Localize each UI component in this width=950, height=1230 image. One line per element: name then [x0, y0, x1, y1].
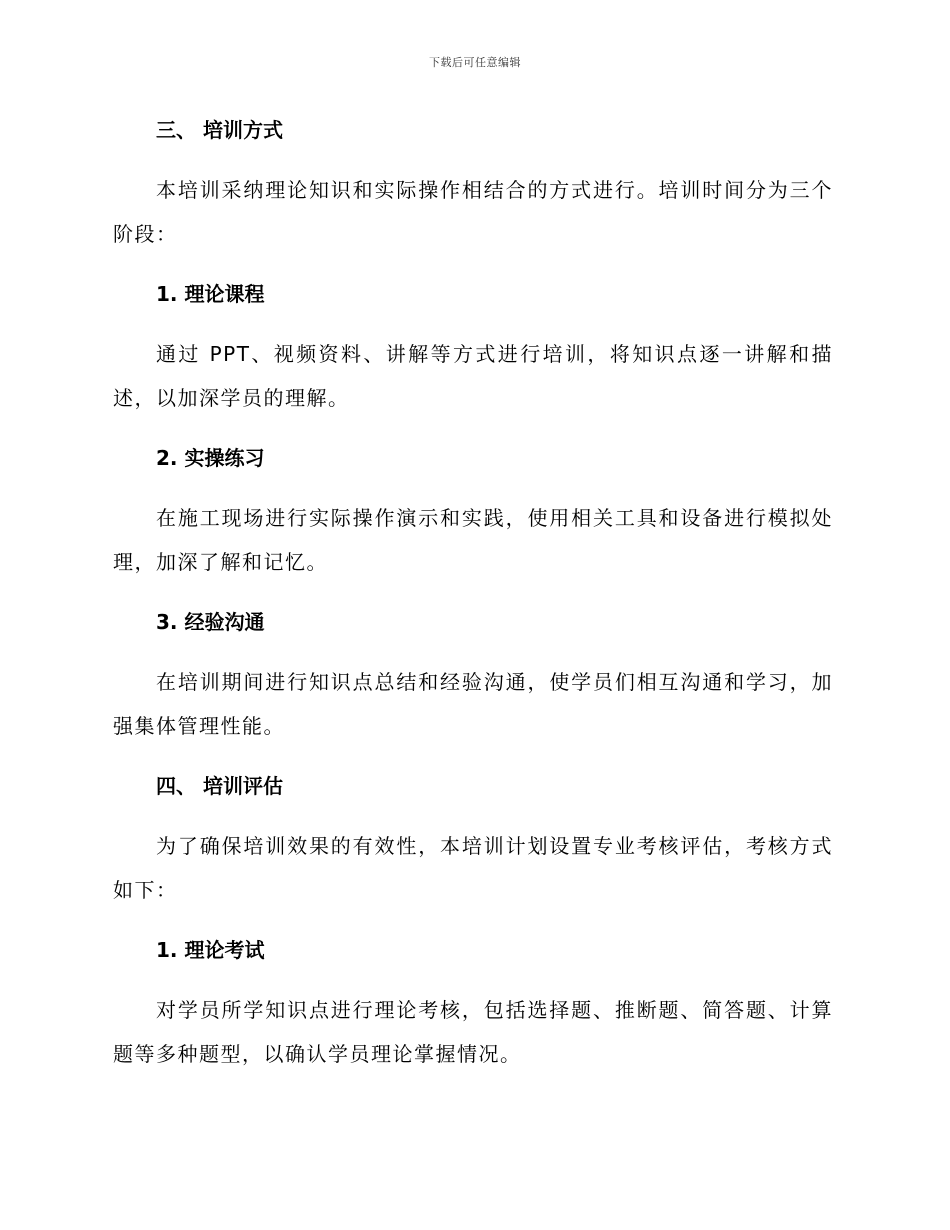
page-header-note: 下载后可任意编辑	[429, 56, 521, 69]
paragraph-training-method: 本培训采纳理论知识和实际操作相结合的方式进行。培训时间分为三个阶段：	[113, 178, 833, 246]
subheading-theory-exam: 1. 理论考试	[156, 938, 265, 962]
document-body	[113, 108, 833, 1092]
subheading-practical-exercise: 2. 实操练习	[156, 446, 265, 470]
paragraph-theory-exam: 对学员所学知识点进行理论考核，包括选择题、推断题、简答题、计算题等多种题型，以确认学员理论掌握情况。	[113, 998, 833, 1066]
subheading-theory-course: 1. 理论课程	[156, 282, 265, 306]
paragraph-experience-exchange: 在培训期间进行知识点总结和经验沟通，使学员们相互沟通和学习，加强集体管理性能。	[113, 670, 833, 738]
paragraph-theory-course: 通过 PPT、视频资料、讲解等方式进行培训，将知识点逐一讲解和描述，以加深学员的理解。	[113, 342, 833, 410]
paragraph-training-evaluation: 为了确保培训效果的有效性，本培训计划设置专业考核评估，考核方式如下：	[113, 834, 833, 902]
paragraph-practical-exercise: 在施工现场进行实际操作演示和实践，使用相关工具和设备进行模拟处理，加深了解和记忆。	[113, 506, 833, 574]
section-heading-training-evaluation: 四、 培训评估	[156, 774, 283, 798]
subheading-experience-exchange: 3. 经验沟通	[156, 610, 265, 634]
section-heading-training-method: 三、 培训方式	[156, 118, 283, 142]
